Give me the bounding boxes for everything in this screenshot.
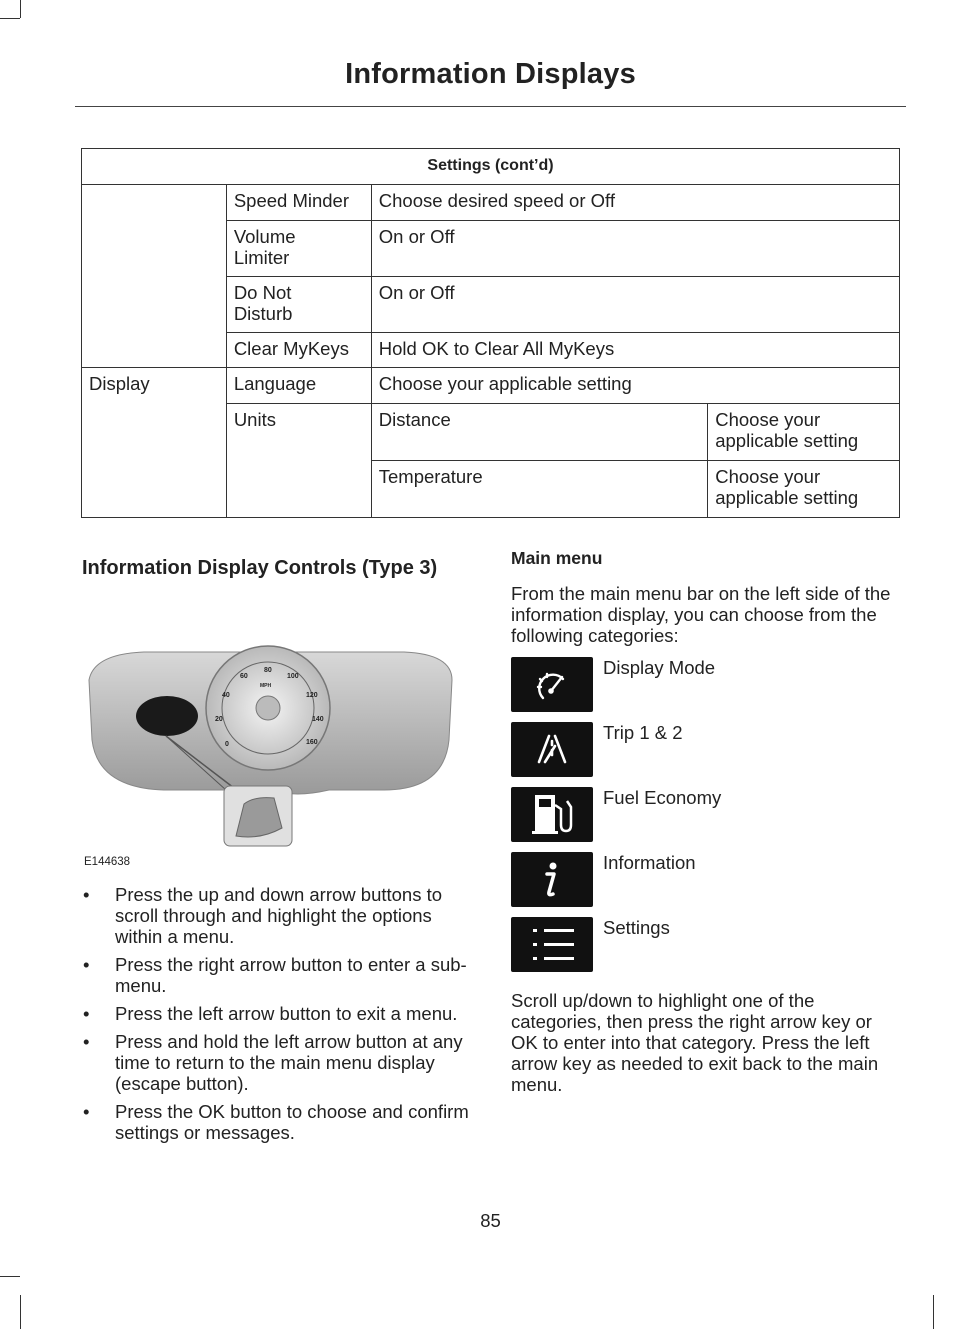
display-screen [136, 696, 198, 736]
menu-category-label: Display Mode [603, 657, 716, 678]
title-divider [75, 106, 906, 107]
gauge-label: 20 [215, 716, 223, 723]
gauge-label: 160 [306, 739, 318, 746]
list-item [82, 884, 477, 947]
list-item-text: Press the right arrow button to enter a sub-menu. [115, 954, 467, 996]
list-item-text: Press and hold the left arrow button at any time to return to the main menu display (escape button). [115, 1031, 463, 1094]
gauge-label: 120 [306, 692, 318, 699]
table-row [82, 368, 900, 404]
table-cell: Clear MyKeys [226, 333, 371, 368]
gauge-label: 60 [240, 673, 248, 680]
list-item [82, 954, 477, 996]
menu-category-label: Fuel Economy [603, 787, 722, 808]
table-row [82, 185, 900, 221]
info-icon [511, 852, 593, 907]
menu-category-settings [511, 917, 901, 982]
list-icon [511, 917, 593, 972]
menu-category-information [511, 852, 901, 917]
menu-category-fuel-economy [511, 787, 901, 852]
settings-table [81, 148, 900, 518]
bullet-icon: • [83, 884, 90, 905]
crop-mark [20, 1295, 21, 1329]
table-cell: Units [226, 404, 371, 518]
table-cell: Choose your applicable setting [708, 404, 900, 461]
section-title: Information Display Controls (Type 3) [82, 557, 438, 579]
gauge-label: 140 [312, 716, 324, 723]
menu-category-label: Settings [603, 917, 670, 938]
table-cell: On or Off [371, 277, 899, 333]
bullet-icon: • [83, 954, 90, 975]
instrument-cluster-figure [84, 640, 464, 850]
table-cell: Choose your applicable setting [371, 368, 899, 404]
table-cell: Distance [371, 404, 707, 461]
menu-category-display-mode [511, 657, 901, 722]
road-icon [511, 722, 593, 777]
figure-code: E144638 [84, 856, 131, 868]
crop-mark [20, 0, 21, 18]
crop-mark [0, 1276, 20, 1277]
table-cell: Language [226, 368, 371, 404]
table-cell-group: Display [82, 368, 227, 518]
main-menu-categories [511, 657, 901, 982]
main-menu-title: Main menu [511, 548, 603, 568]
bullet-icon: • [83, 1031, 90, 1052]
gauge-label: 40 [222, 692, 230, 699]
gauge-label: 80 [264, 667, 272, 674]
main-menu-instructions: Scroll up/down to highlight one of the categories, then press the right arrow key or OK to enter into that category. Press the left arrow key as needed to exit back to the main menu. [511, 990, 879, 1095]
page-title: Information Displays [345, 58, 636, 90]
table-cell: Speed Minder [226, 185, 371, 221]
menu-category-label: Trip 1 & 2 [603, 722, 683, 743]
gauge-label: 100 [287, 673, 299, 680]
gauge-label: MPH [260, 683, 272, 689]
main-menu-intro: From the main menu bar on the left side of the information display, you can choose from the following categories: [511, 583, 891, 646]
bullet-icon: • [83, 1003, 90, 1024]
table-cell-empty [82, 185, 227, 368]
page-number: 85 [480, 1210, 501, 1231]
table-cell: Hold OK to Clear All MyKeys [371, 333, 899, 368]
fuel-pump-icon [511, 787, 593, 842]
gauge-icon [511, 657, 593, 712]
menu-category-label: Information [603, 852, 696, 873]
table-cell: Choose desired speed or Off [371, 185, 899, 221]
bullet-icon: • [83, 1101, 90, 1122]
list-item [82, 1031, 477, 1094]
table-cell: Temperature [371, 461, 707, 518]
table-cell: Do Not Disturb [226, 277, 371, 333]
list-item [82, 1003, 477, 1024]
table-caption: Settings (cont’d) [82, 149, 900, 185]
table-cell: Volume Limiter [226, 221, 371, 277]
list-item [82, 1101, 477, 1143]
list-item-text: Press the up and down arrow buttons to scroll through and highlight the options within a menu. [115, 884, 443, 947]
table-cell: Choose your applicable setting [708, 461, 900, 518]
crop-mark [0, 18, 20, 19]
list-item-text: Press the OK button to choose and confirm settings or messages. [115, 1101, 469, 1143]
table-cell: On or Off [371, 221, 899, 277]
gauge-label: 0 [225, 741, 229, 748]
crop-mark [933, 1295, 934, 1329]
controls-bullet-list [82, 884, 477, 1150]
list-item-text: Press the left arrow button to exit a menu. [115, 1003, 458, 1024]
instrument-cluster-illustration [84, 640, 464, 850]
menu-category-trip [511, 722, 901, 787]
